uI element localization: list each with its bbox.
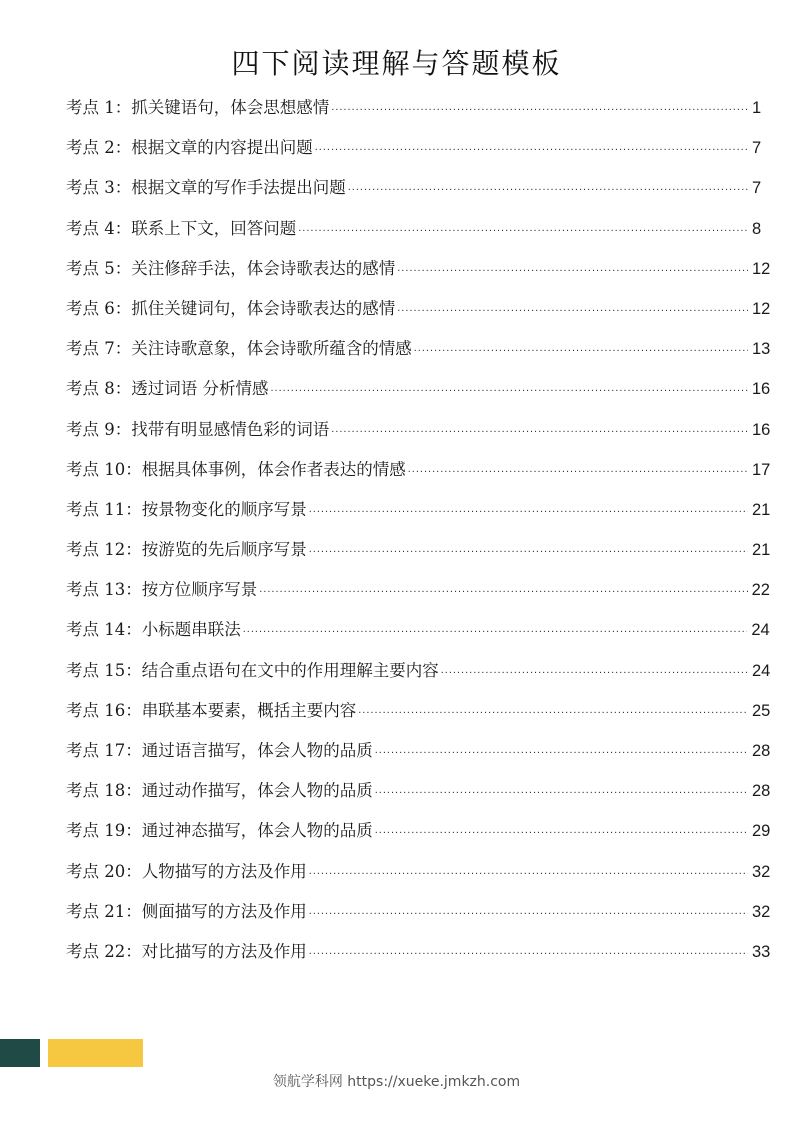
toc-dot-leader <box>331 413 748 443</box>
toc-dot-leader <box>309 895 748 925</box>
toc-entry-page: 32 <box>752 862 771 881</box>
toc-entry-page: 7 <box>752 179 762 198</box>
toc-entry-label: 考点 18：通过动作描写，体会人物的品质 <box>66 781 373 801</box>
footer-accent-bar-dark <box>0 1039 40 1067</box>
toc-dot-leader <box>315 131 748 161</box>
toc-entry-page: 12 <box>752 299 771 318</box>
footer-accent-bar-yellow <box>48 1039 143 1067</box>
toc-entry-label: 考点 2：根据文章的内容提出问题 <box>66 138 313 158</box>
toc-entry-page: 32 <box>752 902 771 921</box>
toc-entry-page: 29 <box>752 822 771 841</box>
toc-entry[interactable] <box>66 576 770 616</box>
toc-entry[interactable] <box>66 335 771 375</box>
toc-entry[interactable] <box>66 536 771 576</box>
toc-entry-page: 21 <box>752 541 771 560</box>
toc-entry-page: 24 <box>752 661 771 680</box>
toc-entry[interactable] <box>66 134 760 174</box>
toc-entry-label: 考点 1：抓关键语句，体会思想感情 <box>66 98 330 117</box>
toc-entry-label: 考点 9：找带有明显感情色彩的词语 <box>66 419 330 439</box>
toc-entry[interactable] <box>66 375 771 415</box>
toc-entry[interactable] <box>66 697 771 737</box>
toc-entry-label: 考点 21：侧面描写的方法及作用 <box>66 901 307 921</box>
toc-entry[interactable] <box>66 858 771 898</box>
toc-entry-label: 考点 17：通过语言描写，体会人物的品质 <box>66 741 373 760</box>
toc-entry-page: 24 <box>751 621 770 640</box>
toc-entry-page: 8 <box>752 219 762 238</box>
toc-entry[interactable] <box>66 94 760 134</box>
toc-entry-label: 考点 20：人物描写的方法及作用 <box>66 861 307 881</box>
toc-entry-page: 13 <box>752 340 771 359</box>
toc-dot-leader <box>271 372 748 402</box>
toc-entry-label: 考点 12：按游览的先后顺序写景 <box>66 540 307 560</box>
toc-entry-label: 考点 3：根据文章的写作手法提出问题 <box>66 178 346 198</box>
toc-entry-label: 考点 16：串联基本要素，概括主要内容 <box>66 700 357 720</box>
toc-dot-leader <box>441 654 748 684</box>
toc-dot-leader <box>397 292 748 322</box>
toc-entry[interactable] <box>66 898 771 938</box>
toc-entry-label: 考点 4：联系上下文，回答问题 <box>66 218 297 238</box>
toc-entry-label: 考点 8：透过词语 分析情感 <box>66 379 269 399</box>
toc-entry-label: 考点 10：根据具体事例，体会作者表达的情感 <box>66 459 406 479</box>
toc-entry-page: 16 <box>751 380 771 399</box>
toc-dot-leader <box>298 212 748 242</box>
toc-entry[interactable] <box>66 938 771 978</box>
toc-entry[interactable] <box>66 657 771 697</box>
toc-dot-leader <box>358 694 748 724</box>
page-title: 四下阅读理解与答题模板 <box>231 47 562 80</box>
toc-dot-leader <box>259 573 747 603</box>
toc-dot-leader <box>309 855 748 885</box>
toc-entry-page: 17 <box>752 460 771 479</box>
toc-entry[interactable] <box>66 777 771 817</box>
toc-dot-leader <box>375 734 748 764</box>
toc-entry-page: 1 <box>752 99 762 117</box>
toc-dot-leader <box>375 774 748 804</box>
toc-entry-page: 7 <box>752 139 762 158</box>
toc-dot-leader <box>331 91 748 121</box>
toc-entry-label: 考点 14：小标题串联法 <box>66 620 241 640</box>
toc-entry[interactable] <box>66 215 760 255</box>
toc-entry-page: 28 <box>752 782 771 801</box>
toc-dot-leader <box>309 533 748 563</box>
footer-source-text: 领航学科网 https://xueke.jmkzh.com <box>272 1074 521 1090</box>
toc-entry-label: 考点 7：关注诗歌意象，体会诗歌所蕴含的情感 <box>66 339 412 359</box>
toc-dot-leader <box>397 252 748 282</box>
toc-entry-label: 考点 19：通过神态描写，体会人物的品质 <box>66 821 373 841</box>
toc-dot-leader <box>243 613 748 643</box>
toc-entry-page: 25 <box>752 701 771 720</box>
toc-entry-label: 考点 15：结合重点语句在文中的作用理解主要内容 <box>66 660 439 680</box>
toc-entry-page: 28 <box>752 742 771 760</box>
toc-dot-leader <box>348 171 748 201</box>
toc-entry[interactable] <box>66 174 760 214</box>
toc-entry[interactable] <box>66 496 771 536</box>
toc-dot-leader <box>375 814 748 844</box>
toc-entry[interactable] <box>66 616 770 656</box>
toc-entry-label: 考点 6：抓住关键词句，体会诗歌表达的感情 <box>66 298 396 318</box>
toc-entry[interactable] <box>66 737 771 777</box>
toc-dot-leader <box>414 332 748 362</box>
toc-entry[interactable] <box>66 817 771 857</box>
toc-entry-page: 12 <box>752 259 771 278</box>
toc-dot-leader <box>309 493 748 523</box>
toc-entry-page: 22 <box>751 581 770 600</box>
toc-dot-leader <box>309 935 748 965</box>
toc-entry[interactable] <box>66 416 771 456</box>
toc-dot-leader <box>408 453 748 483</box>
toc-entry-page: 21 <box>752 500 771 519</box>
toc-entry-label: 考点 5：关注修辞手法，体会诗歌表达的感情 <box>66 258 396 278</box>
table-of-contents <box>66 94 771 978</box>
toc-entry[interactable] <box>66 295 771 335</box>
toc-entry[interactable] <box>66 456 771 496</box>
toc-entry-label: 考点 13：按方位顺序写景 <box>66 580 258 600</box>
toc-entry-page: 16 <box>752 420 771 439</box>
toc-entry[interactable] <box>66 255 771 295</box>
toc-entry-page: 33 <box>752 942 771 961</box>
toc-entry-label: 考点 11：按景物变化的顺序写景 <box>66 499 307 519</box>
toc-entry-label: 考点 22：对比描写的方法及作用 <box>66 941 307 961</box>
